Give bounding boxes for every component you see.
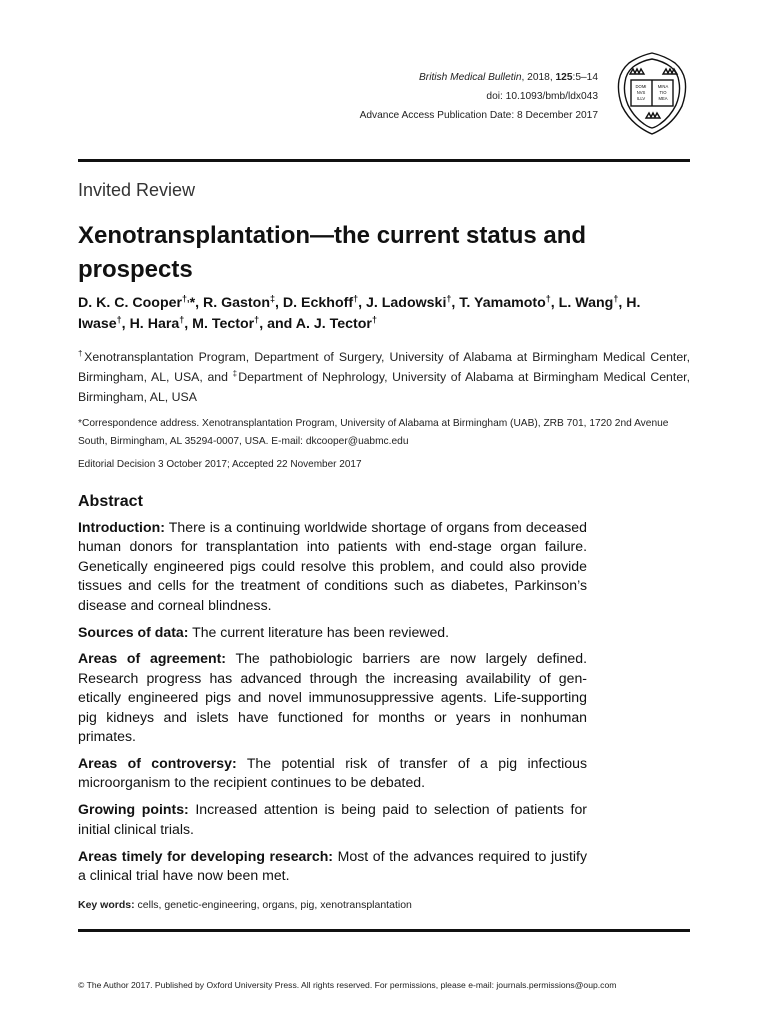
- author-affiliation-mark: †: [254, 314, 260, 325]
- author-affiliation-mark: †: [446, 293, 452, 304]
- author-separator: ,: [184, 316, 193, 332]
- affiliation-mark-2: ‡: [232, 368, 239, 378]
- author-name: H. Hara: [129, 316, 180, 332]
- author-name: J. Ladowski: [365, 295, 447, 311]
- abstract-body: [78, 518, 587, 893]
- doi-line[interactable]: doi: 10.1093/bmb/ldx043: [486, 91, 598, 102]
- abstract-section-text: The potential risk of transfer of a pig infectious microorganism to the recipient continues to be debated.: [78, 754, 588, 791]
- abstract-section-text: Increased attention is being paid to selection of patients for initial clinical trials.: [78, 801, 587, 837]
- abstract-paragraph: [78, 649, 587, 746]
- citation-volume: 125: [555, 72, 573, 83]
- abstract-section-text: Most of the advances required to justify a clinical trial have now been met.: [78, 847, 587, 883]
- svg-text:MINA: MINA: [657, 84, 669, 89]
- footer-rule: [78, 929, 690, 932]
- corresponding-author-mark: *: [189, 295, 196, 311]
- abstract-section-text: There is a continuing worldwide shortage of organs from deceased human donors for transplantation into patients with end-stage organ failure. Genetically engineered pigs could resolve this problem, and could also provide tissues and cells for the treatment of conditions such as diabetes, Parkinson’s disease and corneal blindness.: [78, 519, 587, 613]
- svg-text:TIO: TIO: [659, 90, 667, 95]
- keywords-line: [78, 899, 690, 911]
- svg-text:NVS: NVS: [636, 90, 646, 95]
- affiliation-2: Department of Nephrology, University of Alabama at Birmingham Medical Center, Birmingham, AL, USA: [78, 370, 690, 404]
- author-affiliation-mark: †: [613, 293, 619, 304]
- author-affiliation-mark: †: [371, 314, 377, 325]
- abstract-paragraph: [78, 754, 587, 793]
- university-seal-icon: [616, 50, 688, 136]
- abstract-section-label: Areas of controversy:: [78, 754, 237, 771]
- author-affiliation-mark: †,: [182, 293, 190, 304]
- correspondence-address: *Correspondence address. Xenotransplantation Program, University of Alabama at Birmingham (UAB), ZRB 701, 1720 2nd Avenue South, Birmingham, AL 35294-0007, USA. E-mail: dkcooper@uabmc.edu: [78, 418, 669, 447]
- abstract-section-label: Introduction:: [78, 519, 165, 535]
- copyright-footer: © The Author 2017. Published by Oxford University Press. All rights reserved. For permissions, please e-mail: journals.permissions@oup.com: [78, 980, 617, 990]
- author-affiliation-mark: †: [545, 293, 551, 304]
- abstract-section-text: The current literature has been reviewed.: [188, 623, 450, 640]
- affiliation-1: Xenotransplantation Program, Department of Surgery, University of Alabama at Birmingham Medical Center, Birmingham, AL, USA, and: [78, 350, 690, 384]
- abstract-section-label: Growing points:: [78, 801, 189, 818]
- citation-block: [360, 68, 598, 125]
- author-separator: ,: [275, 295, 283, 311]
- author: [559, 295, 627, 311]
- abstract-section-label: Areas timely for developing research:: [78, 847, 333, 864]
- author: [283, 295, 366, 311]
- author: [203, 295, 283, 311]
- author: [78, 295, 203, 311]
- author: [459, 295, 558, 311]
- abstract-paragraph: [78, 847, 587, 886]
- author-separator: ,: [550, 295, 559, 311]
- citation-pages: :5–14: [572, 72, 598, 83]
- author: [366, 295, 459, 311]
- abstract-section-text: The pathobiologic barriers are now largely defined. Research progress has advanced through the increasing availability of genetically engineered pigs and novel immunosuppressive agents. Life-supporting pig kidneys and islets have functioned for months or years in nonhuman primates.: [78, 650, 587, 745]
- abstract-paragraph: [78, 800, 587, 839]
- author-name: A. J. Tector: [295, 316, 372, 332]
- journal-name: British Medical Bulletin: [419, 72, 522, 83]
- author-name: M. Tector: [192, 316, 255, 332]
- svg-text:MEA: MEA: [658, 96, 668, 101]
- author-name: R. Gaston: [202, 295, 270, 311]
- author-list: [78, 293, 690, 335]
- svg-text:DOMI: DOMI: [635, 84, 647, 89]
- abstract-paragraph: [78, 623, 587, 642]
- abstract-heading: Abstract: [78, 493, 143, 510]
- affiliation-mark-1: †: [78, 348, 85, 358]
- editorial-dates: Editorial Decision 3 October 2017; Accepted 22 November 2017: [78, 459, 362, 470]
- author-name: D. Eckhoff: [282, 295, 354, 311]
- article-title: Xenotransplantation—the current status and prospects: [78, 222, 587, 283]
- author: [192, 316, 296, 332]
- author-separator: ,: [618, 295, 627, 311]
- affiliations: [78, 347, 690, 407]
- author-affiliation-mark: †: [353, 293, 359, 304]
- author-name: T. Yamamoto: [459, 295, 546, 311]
- citation-line: [360, 68, 598, 87]
- author-separator: ,: [195, 295, 203, 311]
- author-separator: ,: [121, 316, 130, 332]
- author-affiliation-mark: †: [116, 314, 122, 325]
- author-affiliation-mark: †: [179, 314, 185, 325]
- header-rule: [78, 159, 690, 162]
- author-affiliation-mark: ‡: [270, 293, 276, 304]
- keywords-list: cells, genetic-engineering, organs, pig, xenotransplantation: [134, 899, 412, 911]
- keywords-label: Key words:: [78, 899, 135, 911]
- access-date: Advance Access Publication Date: 8 December 2017: [359, 110, 598, 121]
- abstract-section-label: Sources of data:: [78, 623, 189, 640]
- author: [296, 316, 377, 332]
- author-separator: , and: [259, 316, 296, 332]
- abstract-paragraph: [78, 518, 587, 615]
- svg-text:ILLV: ILLV: [636, 96, 646, 101]
- citation-year: , 2018,: [521, 72, 556, 83]
- article-type: Invited Review: [78, 180, 196, 200]
- author: [130, 316, 193, 332]
- author-name: D. K. C. Cooper: [78, 295, 183, 311]
- author-separator: ,: [358, 295, 366, 311]
- abstract-section-label: Areas of agreement:: [78, 650, 226, 667]
- author-separator: ,: [451, 295, 460, 311]
- author-name: L. Wang: [558, 295, 614, 311]
- author-name: H. Iwase: [78, 295, 641, 332]
